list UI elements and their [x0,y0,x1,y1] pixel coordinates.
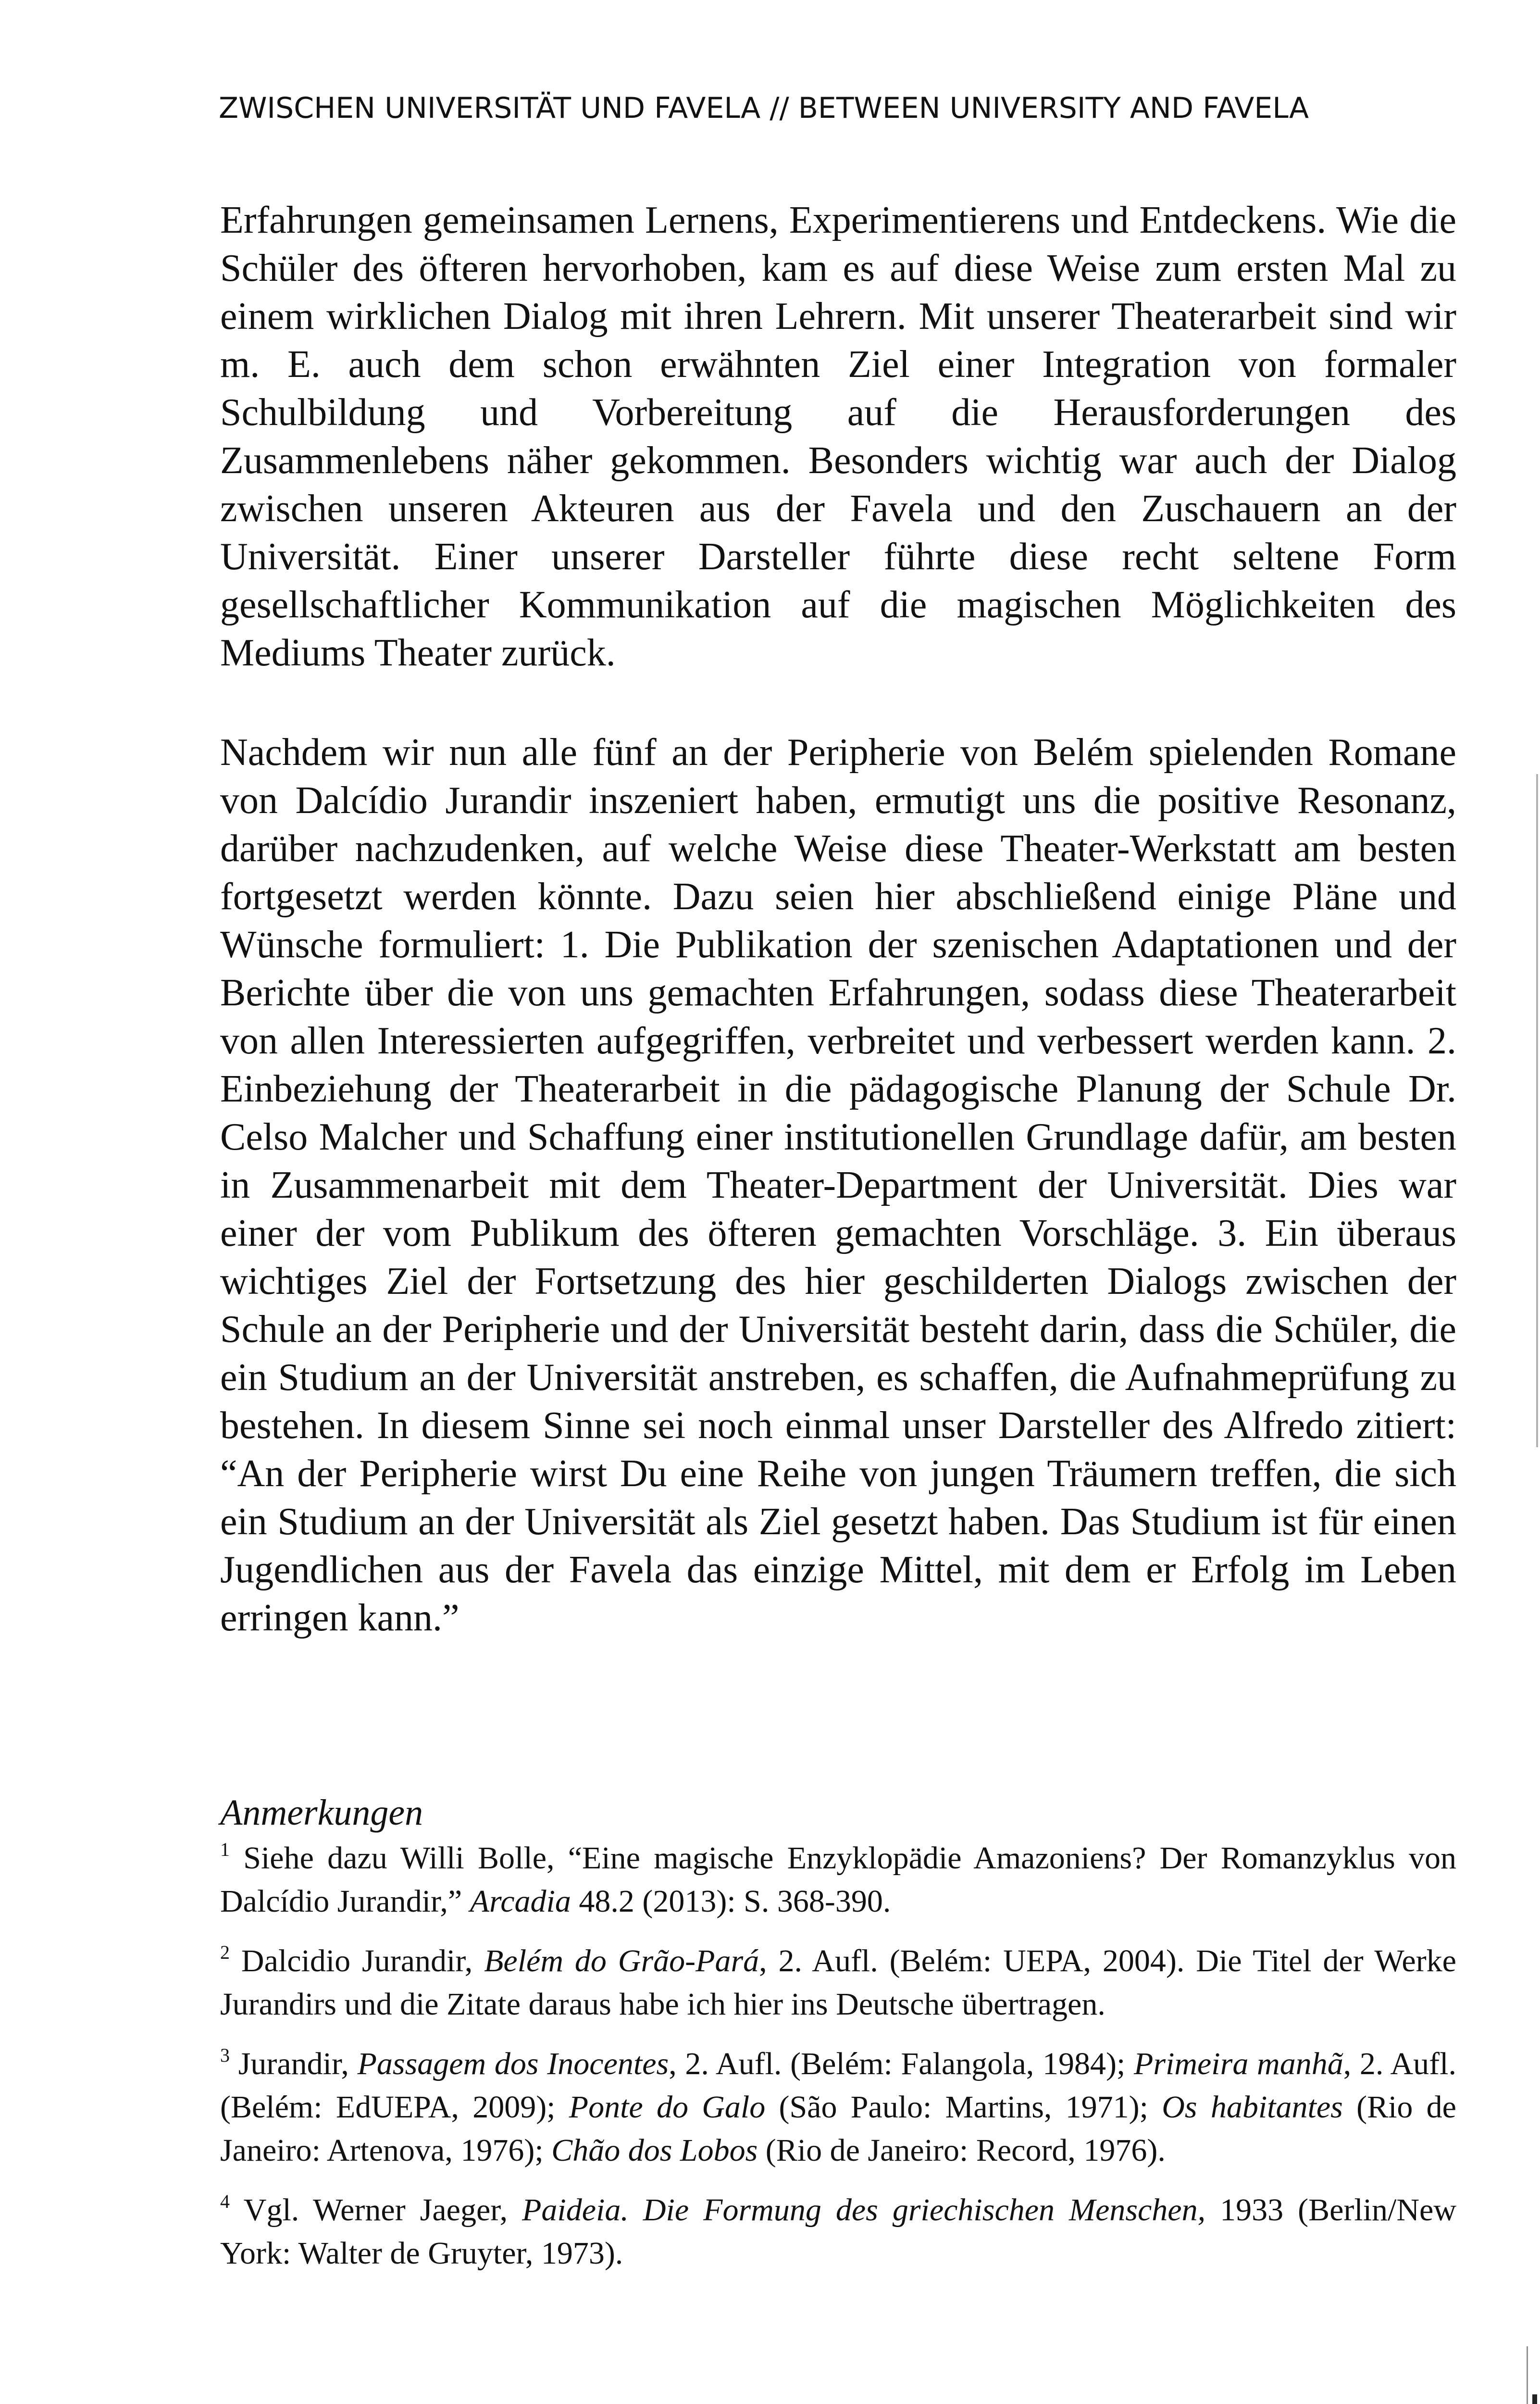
endnote-text: , 2. Aufl. (Belém: UEPA, 2004). Die Titel der Werke Jurandirs und die Zitate daraus habe ich hier ins Deutsche übertragen. [220,1943,1456,2022]
endnote-title: Chão dos Lobos [551,2133,758,2168]
endnote-text: Siehe dazu Willi Bolle, “Eine magische Enzyklopädie Amazoniens? Der Romanzyklus von Dalcídio Jurandir,” [220,1841,1456,1919]
endnote-text: Vgl. Werner Jaeger, [230,2192,522,2228]
body-paragraph-2: Nachdem wir nun alle fünf an der Peripherie von Belém spielenden Romane von Dalcídio Jurandir inszeniert haben, ermutigt uns die positive Resonanz, darüber nachzudenken, auf welche Weise diese Theater-Werkstatt am besten fortgesetzt werden könnte. Dazu seien hier abschließend einige Pläne und Wünsche formuliert: 1. Die Publikation der szenischen Adaptationen und der Berichte über die von uns gemachten Erfahrungen, sodass diese Theaterarbeit von allen Interessierten aufgegriffen, verbreitet und verbessert werden kann. 2. Einbeziehung der Theaterarbeit in die pädagogische Planung der Schule Dr. Celso Malcher und Schaffung einer institutionellen Grundlage dafür, am besten in Zusammenarbeit mit dem Theater-Department der Universität. Dies war einer der vom Publikum des öfteren gemachten Vorschläge. 3. Ein überaus wichtiges Ziel der Fortsetzung des hier geschilderten Dialogs zwischen der Schule an der Peripherie und der Universität besteht darin, dass die Schüler, die ein Studium an der Universität anstreben, es schaffen, die Aufnahmeprüfung zu bestehen. In diesem Sinne sei noch einmal unser Darsteller des Alfredo zitiert: “An der Peripherie wirst Du eine Reihe von jungen Träumern treffen, die sich ein Studium an der Universität als Ziel gesetzt haben. Das Studium ist für einen Jugendlichen aus der Favela das einzige Mittel, mit dem er Erfolg im Leben erringen kann.” [220,731,1456,1639]
endnote-2 [220,1940,1456,2026]
endnote-text: 48.2 (2013): S. 368-390. [571,1884,891,1919]
endnote-number: 3 [220,2044,230,2066]
endnote-text: , 2. Aufl. (Belém: Falangola, 1984); [669,2046,1134,2081]
endnote-text: (São Paulo: Martins, 1971); [765,2090,1162,2125]
endnote-number: 4 [220,2191,230,2212]
endnote-title: Primeira manhã [1134,2046,1343,2081]
scan-edge-mark [1532,2394,1537,2404]
endnote-title: Paideia. Die Formung des griechischen Menschen, [522,2192,1206,2228]
running-head: ZWISCHEN UNIVERSITÄT UND FAVELA // BETWEEN UNIVERSITY AND FAVELA [219,91,1309,125]
endnote-text: 1933 (Berlin/New York: Walter de Gruyter, 1973). [220,2192,1457,2271]
endnote-title: Os habitantes [1162,2090,1343,2125]
endnote-number: 2 [220,1941,230,1963]
scan-edge-mark [1527,2346,1528,2404]
endnote-text: Jurandir, [230,2046,358,2081]
scan-edge-mark [1536,774,1538,1447]
endnote-title: Arcadia [470,1884,571,1919]
endnote-title: Belém do Grão-Pará [484,1943,759,1978]
endnote-1 [220,1837,1456,1923]
endnote-text: (Rio de Janeiro: Record, 1976). [758,2133,1166,2168]
endnote-title: Ponte do Galo [569,2090,766,2125]
endnote-text: Dalcidio Jurandir, [230,1943,484,1978]
endnote-title: Passagem dos Inocentes [357,2046,669,2081]
endnotes-heading: Anmerkungen [220,1792,423,1833]
endnote-text: (Rio de Janeiro: Artenova, 1976); [220,2090,1456,2168]
endnote-number: 1 [220,1839,230,1860]
endnotes-list [220,1837,1456,2275]
body-paragraph-1: Erfahrungen gemeinsamen Lernens, Experimentierens und Entdeckens. Wie die Schüler des öfteren hervorhoben, kam es auf diese Weise zum ersten Mal zu einem wirklichen Dialog mit ihren Lehrern. Mit unserer Theaterarbeit sind wir m. E. auch dem schon erwähnten Ziel einer Integration von formaler Schulbildung und Vorbereitung auf die Herausforderungen des Zusammenlebens näher gekommen. Besonders wichtig war auch der Dialog zwischen unseren Akteuren aus der Favela und den Zuschauern an der Universität. Einer unserer Darsteller führte diese recht seltene Form gesellschaftlicher Kommunikation auf die magischen Möglichkeiten des Mediums Theater zurück. [220,199,1456,674]
endnotes-section [220,1789,1456,2291]
endnote-text: , 2. Aufl. (Belém: EdUEPA, 2009); [220,2046,1456,2125]
endnote-4 [220,2189,1456,2275]
endnote-3 [220,2042,1456,2172]
